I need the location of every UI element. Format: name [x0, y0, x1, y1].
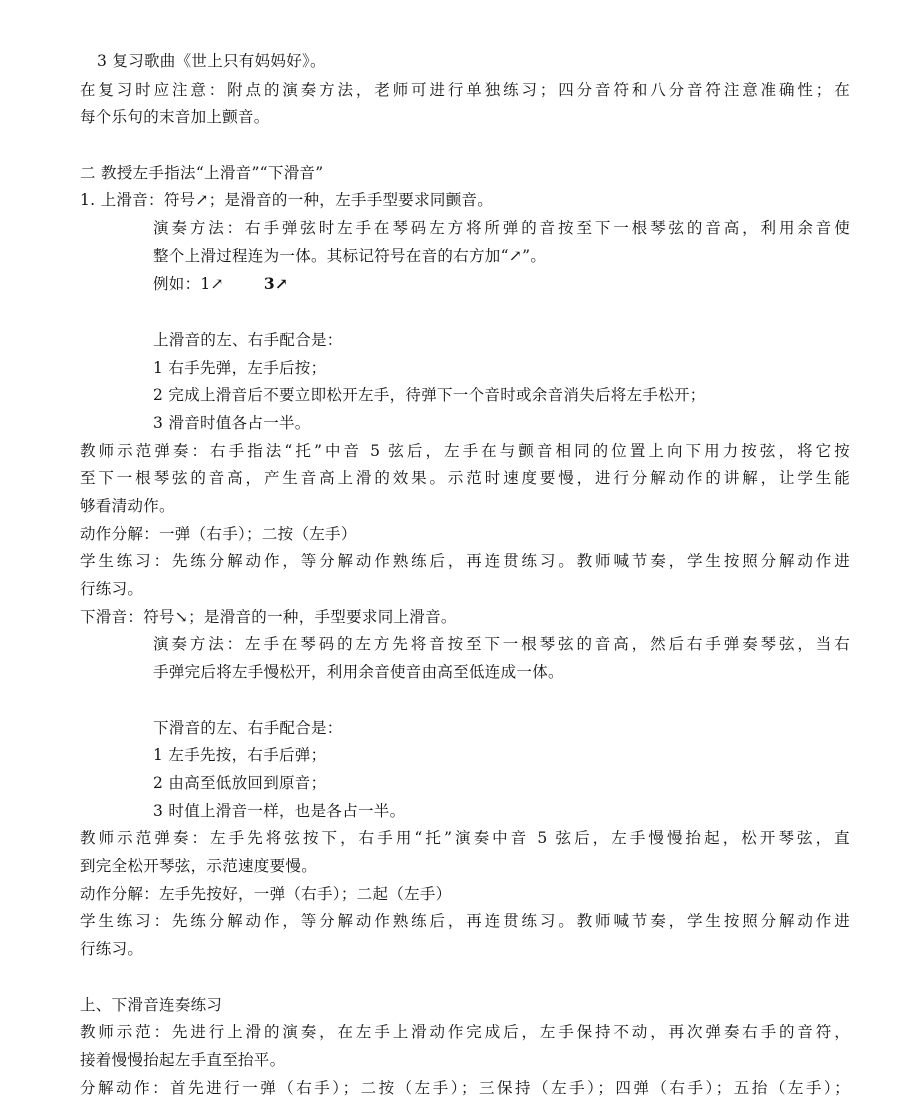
example-note-3: 3↗: [263, 274, 289, 293]
subsection-heading: 下滑音：符号↘；是滑音的一种，手型要求同上滑音。: [80, 608, 457, 626]
list-heading: 下滑音的左、右手配合是：: [153, 719, 343, 737]
list-heading: 上滑音的左、右手配合是：: [153, 331, 343, 349]
paragraph-line: 行练习。: [80, 580, 144, 598]
list-item: 2 由高至低放回到原音；: [153, 774, 327, 792]
paragraph-line: 教师示范弹奏：左手先将弦按下，右手用“托”演奏中音 5 弦后，左手慢慢抬起，松开琴弦，直: [80, 829, 850, 847]
list-item: 2 完成上滑音后不要立即松开左手，待弹下一个音时或余音消失后将左手松开；: [153, 386, 706, 404]
paragraph-line: 到完全松开琴弦，示范速度要慢。: [80, 857, 318, 875]
paragraph-line: 学生练习：先练分解动作，等分解动作熟练后，再连贯练习。教师喊节奏，学生按照分解动作进: [80, 552, 850, 570]
paragraph-line: 演奏方法：左手在琴码的左方先将音按至下一根琴弦的音高，然后右手弹奏琴弦，当右: [153, 635, 850, 653]
paragraph-line: 够看清动作。: [80, 497, 175, 515]
list-item: 1 右手先弹，左手后按；: [153, 359, 327, 377]
paragraph-line: 动作分解：左手先按好，一弹（右手）；二起（左手）: [80, 885, 452, 903]
list-item: 1 左手先按，右手后弹；: [153, 746, 327, 764]
paragraph-line: 教师示范：先进行上滑的演奏，在左手上滑动作完成后，左手保持不动，再次弹奏右手的音符，: [80, 1023, 850, 1041]
paragraph-line: 行练习。: [80, 940, 144, 958]
paragraph-line: 手弹完后将左手慢松开，利用余音使音由高至低连成一体。: [153, 663, 564, 681]
subsection-heading: 1. 上滑音：符号↗；是滑音的一种，左手手型要求同颤音。: [80, 191, 494, 209]
paragraph-line: 教师示范弹奏：右手指法“托”中音 5 弦后，左手在与颤音相同的位置上向下用力按弦，将它按: [80, 442, 850, 460]
example-line: [153, 274, 850, 294]
review-song-item: 3 复习歌曲《世上只有妈妈好》。: [97, 52, 326, 70]
paragraph-line: 接着慢慢抬起左手直至抬平。: [80, 1051, 286, 1069]
section-heading: 上、下滑音连奏练习: [80, 996, 223, 1014]
list-item: 3 时值上滑音一样，也是各占一半。: [153, 802, 406, 820]
section-heading: 二 教授左手指法“上滑音”“下滑音”: [80, 164, 324, 182]
paragraph-line: 动作分解：一弹（右手）；二按（左手）: [80, 525, 357, 543]
paragraph-line: 至下一根琴弦的音高，产生音高上滑的效果。示范时速度要慢，进行分解动作的讲解，让学生能: [80, 469, 850, 487]
paragraph-line: 分解动作：首先进行一弹（右手）；二按（左手）；三保持（左手）；四弹（右手）；五抬（左手）；: [80, 1079, 850, 1097]
paragraph-line: 每个乐句的末音加上颤音。: [80, 108, 270, 126]
list-item: 3 滑音时值各占一半。: [153, 414, 311, 432]
paragraph-line: 在复习时应注意：附点的演奏方法，老师可进行单独练习；四分音符和八分音符注意准确性；在: [80, 81, 850, 99]
paragraph-line: 学生练习：先练分解动作，等分解动作熟练后，再连贯练习。教师喊节奏，学生按照分解动作进: [80, 912, 850, 930]
paragraph-line: 整个上滑过程连为一体。其标记符号在音的右方加“↗”。: [153, 247, 547, 265]
paragraph-line: 演奏方法：右手弹弦时左手在琴码左方将所弹的音按至下一根琴弦的音高，利用余音使: [153, 219, 850, 237]
example-note-1: 例如：1↗: [153, 275, 224, 293]
